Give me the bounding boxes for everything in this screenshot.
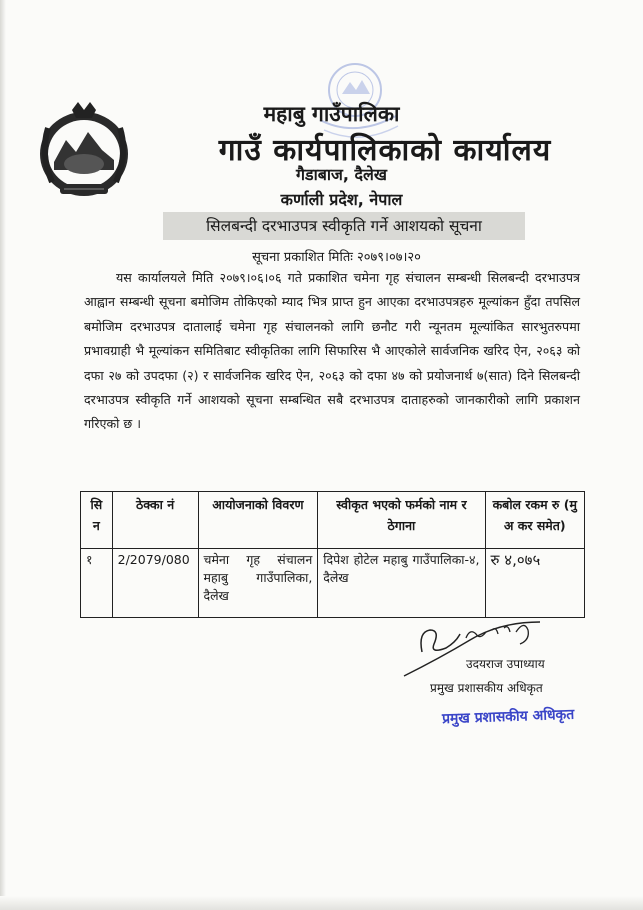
page-edge xyxy=(0,896,643,910)
column-header-contract-no: ठेक्का नं xyxy=(112,492,198,549)
table-header-row xyxy=(81,492,585,549)
municipality-name: महाबु गाउँपालिका xyxy=(263,101,400,126)
page-edge xyxy=(0,0,6,910)
column-header-project: आयोजनाको विवरण xyxy=(198,492,318,549)
award-table xyxy=(80,491,585,618)
cell-amount: रु ४,०७५ xyxy=(485,549,584,618)
cell-firm: दिपेश होटेल महाबु गाउँपालिका-४, दैलेख xyxy=(318,549,485,618)
signatory-name: उदयराज उपाध्याय xyxy=(466,657,545,671)
office-address: गैडाबाज, दैलेख xyxy=(296,165,387,184)
office-name: गाउँ कार्यपालिकाको कार्यालय xyxy=(218,133,552,168)
notice-title: सिलबन्दी दरभाउपत्र स्वीकृति गर्ने आशयको सूचना xyxy=(163,212,525,240)
cell-sn: १ xyxy=(81,549,113,618)
column-header-firm: स्वीकृत भएको फर्मको नाम र ठेगाना xyxy=(318,492,485,549)
cell-project: चमेना गृह संचालन महाबु गाउँपालिका, दैलेख xyxy=(198,549,318,618)
table-row xyxy=(81,549,585,618)
office-province: कर्णाली प्रदेश, नेपाल xyxy=(280,190,403,209)
designation-stamp: प्रमुख प्रशासकीय अधिकृत xyxy=(441,706,575,728)
notice-body: यस कार्यालयले मिति २०७९।०६।०६ गते प्रकाशित चमेना गृह संचालन सम्बन्धी सिलबन्दी दरभाउपत्र आह्वान सम्बन्धी सूचना बमोजिम तोकिएको म्याद भित्र प्राप्त हुन आएका दरभाउपत्रहरु मूल्यांकन हुँदा तपसिल बमोजिम दरभाउपत्र दातालाई चमेना गृह संचालनको लागि छनौट गरी न्यूनतम मूल्यांकित सारभुतरुपमा प्रभावग्राही भै मूल्यांकन समितिबाट स्वीकृतिका लागि सिफारिस भै आएकोले सार्वजनिक खरिद ऐन, २०६३ को दफा २७ को उपदफा (२) र सार्वजनिक खरिद ऐन, २०६३ को दफा ४७ को प्रयोजनार्थ ७(सात) दिने सिलबन्दी दरभाउपत्र स्वीकृति गर्ने आशयको सूचना सम्बन्धित सबै दरभाउपत्र दाताहरुको जानकारीको लागि प्रकाशन गरिएको छ । xyxy=(84,270,580,432)
column-header-amount: कबोल रकम रु (मु अ कर समेत) xyxy=(485,492,584,549)
cell-contract-no: 2/2079/080 xyxy=(112,549,198,618)
column-header-sn: सि न xyxy=(81,492,113,549)
notice-published-date: सूचना प्रकाशित मितिः २०७९।०७।२० xyxy=(252,250,421,265)
signatory-designation: प्रमुख प्रशासकीय अधिकृत xyxy=(430,681,543,695)
